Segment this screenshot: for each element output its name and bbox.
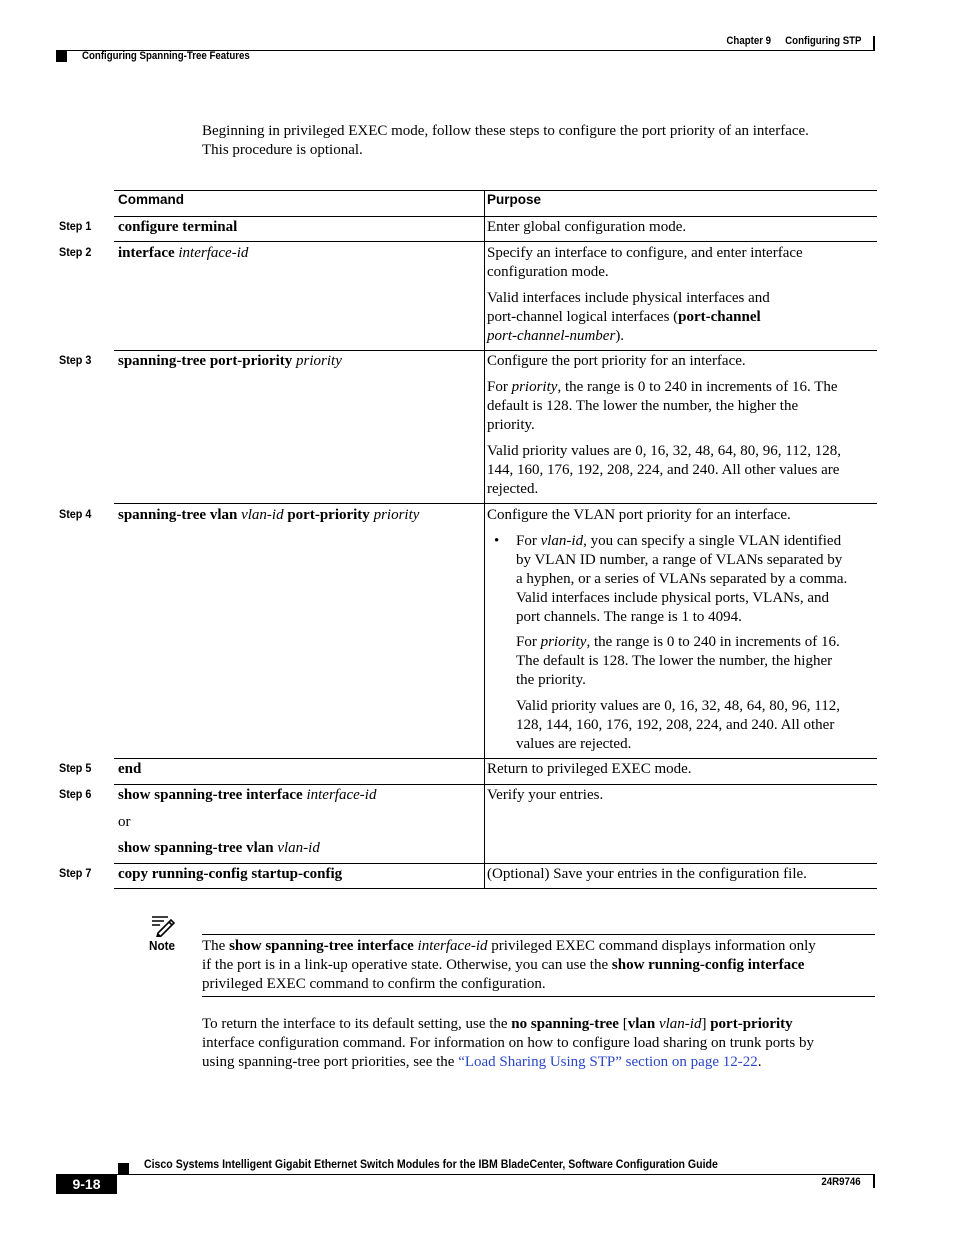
step-label: Step 6 [59, 787, 92, 801]
step-label: Step 5 [59, 761, 92, 775]
purpose-cell [487, 378, 872, 435]
table-top-rule [114, 190, 877, 191]
purpose-line: Valid interfaces include physical interfaces and [487, 290, 770, 306]
purpose-cell: Return to privileged EXEC mode. [487, 761, 692, 777]
purpose-text: For [487, 379, 508, 395]
closing-text: using spanning-tree port priorities, see the [202, 1054, 455, 1070]
command-keyword: show spanning-tree interface [118, 787, 303, 803]
purpose-line: The default is 128. The lower the number, the higher [516, 653, 833, 669]
purpose-argument: vlan-id [540, 533, 584, 549]
header-marker [56, 51, 67, 62]
command-argument: priority [296, 353, 342, 369]
intro-paragraph [202, 122, 882, 160]
note-pencil-icon [150, 913, 176, 937]
purpose-line: Specify an interface to configure, and enter interface [487, 245, 803, 261]
column-header-command: Command [118, 192, 185, 207]
footer-marker [118, 1163, 129, 1174]
footer-tick [873, 1175, 875, 1188]
command-keyword: configure terminal [118, 219, 238, 235]
note-keyword: show spanning-tree interface [229, 938, 414, 954]
purpose-argument: priority [511, 379, 558, 395]
note-keyword: show running-config interface [611, 957, 805, 973]
row-rule [114, 758, 877, 759]
note-label: Note [149, 938, 176, 953]
purpose-keyword: port-channel [678, 309, 761, 325]
purpose-line: default is 128. The lower the number, the higher the [487, 398, 799, 414]
closing-text: . [757, 1054, 762, 1070]
purpose-line: the priority. [516, 672, 586, 688]
row-rule [114, 863, 877, 864]
purpose-line: priority. [487, 417, 535, 433]
note-text: privileged EXEC command displays information only [491, 938, 816, 954]
note-text: if the port is in a link-up operative state. Otherwise, you can use the [202, 957, 609, 973]
purpose-text: For [516, 634, 537, 650]
command-keyword: end [118, 761, 142, 777]
cross-reference-link[interactable]: “Load Sharing Using STP” section on page 12-22 [458, 1054, 758, 1070]
purpose-text: , you can specify a single VLAN identified [583, 533, 842, 549]
chapter-title: Configuring STP [785, 35, 862, 47]
note-text: The [202, 938, 226, 954]
closing-paragraph [202, 1015, 882, 1072]
row-rule [114, 888, 877, 889]
purpose-cell [487, 289, 872, 346]
purpose-line: Valid priority values are 0, 16, 32, 48, 64, 80, 96, 112, [516, 698, 840, 714]
purpose-bullet-item [516, 532, 872, 627]
column-header-purpose: Purpose [487, 192, 542, 207]
step-label: Step 3 [59, 353, 92, 367]
page-number: 9-18 [56, 1174, 117, 1194]
closing-argument: vlan-id [658, 1016, 702, 1032]
intro-line: This procedure is optional. [202, 142, 363, 158]
purpose-line: Valid interfaces include physical ports, VLANs, and [516, 590, 829, 606]
note-line [202, 937, 877, 956]
command-cell [118, 244, 248, 263]
closing-text: To return the interface to its default setting, use the [202, 1016, 508, 1032]
purpose-cell [487, 244, 872, 282]
note-line: privileged EXEC command to confirm the configuration. [202, 976, 546, 992]
command-argument: priority [373, 507, 420, 523]
purpose-line: 144, 160, 176, 192, 208, 224, and 240. All other values are [487, 462, 840, 478]
note-top-rule [202, 934, 875, 935]
closing-line [202, 1015, 882, 1034]
step-label: Step 7 [59, 866, 92, 880]
command-argument: interface-id [306, 787, 377, 803]
footer-rule [56, 1174, 875, 1175]
bullet-icon: • [494, 533, 500, 549]
command-keyword: spanning-tree vlan [118, 507, 238, 523]
command-keyword: copy running-config startup-config [118, 866, 343, 882]
purpose-cell: (Optional) Save your entries in the configuration file. [487, 866, 807, 882]
closing-keyword: port-priority [710, 1016, 793, 1032]
purpose-line: a hyphen, or a series of VLANs separated by a comma. [516, 571, 848, 587]
document-number: 24R9746 [821, 1176, 861, 1188]
step-label: Step 1 [59, 219, 92, 233]
purpose-text: ). [615, 328, 625, 344]
row-rule [114, 241, 877, 242]
purpose-line: by VLAN ID number, a range of VLANs separated by [516, 552, 843, 568]
command-keyword: spanning-tree port-priority [118, 353, 293, 369]
purpose-text: , the range is 0 to 240 in increments of 16. [586, 634, 840, 650]
header-tick [873, 36, 875, 50]
purpose-text: port-channel logical interfaces ( [487, 309, 679, 325]
purpose-cell: Configure the port priority for an interface. [487, 353, 746, 369]
purpose-line [516, 633, 872, 652]
running-header [727, 35, 862, 47]
command-cell [118, 786, 376, 805]
command-cell [118, 839, 320, 858]
command-keyword: port-priority [287, 507, 370, 523]
closing-keyword: no spanning-tree [511, 1016, 619, 1032]
row-rule [114, 503, 877, 504]
closing-line: interface configuration command. For information on how to configure load sharing on trunk ports by [202, 1035, 814, 1051]
purpose-text: , the range is 0 to 240 in increments of 16. The [557, 379, 838, 395]
closing-text: ] [701, 1016, 707, 1032]
footer-book-title: Cisco Systems Intelligent Gigabit Ethernet Switch Modules for the IBM BladeCenter, Software Configuration Guide [144, 1157, 718, 1171]
purpose-cell [487, 442, 872, 499]
purpose-line: 128, 144, 160, 176, 192, 208, 224, and 240. All other [516, 717, 835, 733]
purpose-bullet-continuation [516, 697, 872, 754]
purpose-cell: Verify your entries. [487, 787, 604, 803]
purpose-bullet-continuation [516, 633, 872, 690]
purpose-line [487, 327, 872, 346]
purpose-line [487, 308, 872, 327]
purpose-argument: priority [540, 634, 587, 650]
step-label: Step 4 [59, 507, 92, 521]
purpose-line: rejected. [487, 481, 539, 497]
closing-line [202, 1053, 882, 1072]
closing-keyword: vlan [627, 1016, 656, 1032]
purpose-line: configuration mode. [487, 264, 609, 280]
row-rule [114, 216, 877, 217]
command-keyword: interface [118, 245, 175, 261]
command-argument: vlan-id [241, 507, 284, 523]
purpose-text: For [516, 533, 537, 549]
note-line [202, 956, 877, 975]
row-rule [114, 350, 877, 351]
purpose-cell: Enter global configuration mode. [487, 219, 687, 235]
note-argument: interface-id [417, 938, 488, 954]
purpose-line: port channels. The range is 1 to 4094. [516, 609, 742, 625]
purpose-line [487, 378, 872, 397]
command-argument: vlan-id [277, 840, 320, 856]
command-cell [118, 865, 342, 884]
chapter-number: Chapter 9 [726, 35, 772, 47]
command-cell [118, 760, 141, 779]
intro-line: Beginning in privileged EXEC mode, follow these steps to configure the port priority of an interface. [202, 123, 809, 139]
step-label: Step 2 [59, 245, 92, 259]
purpose-cell: Configure the VLAN port priority for an interface. [487, 507, 791, 523]
section-title: Configuring Spanning-Tree Features [82, 50, 250, 62]
purpose-line: values are rejected. [516, 736, 632, 752]
purpose-line [516, 532, 872, 551]
purpose-argument: port-channel-number [487, 328, 616, 344]
command-argument: interface-id [178, 245, 249, 261]
note-body [202, 937, 877, 994]
command-cell [118, 506, 419, 525]
row-rule [114, 784, 877, 785]
command-cell [118, 352, 342, 371]
command-keyword: show spanning-tree vlan [118, 840, 274, 856]
purpose-line: Valid priority values are 0, 16, 32, 48, 64, 80, 96, 112, 128, [487, 443, 841, 459]
closing-text: [ [622, 1016, 628, 1032]
note-bottom-rule [202, 996, 875, 997]
command-or: or [118, 814, 131, 830]
command-cell [118, 218, 237, 237]
